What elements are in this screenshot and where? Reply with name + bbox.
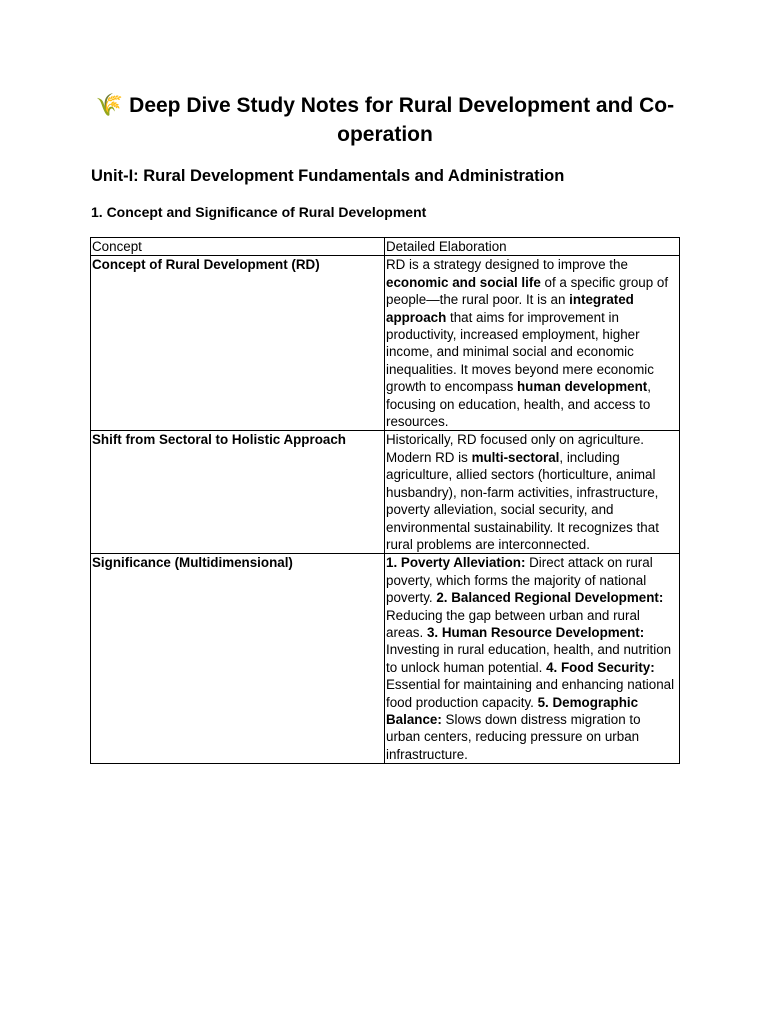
row-elaboration xyxy=(385,554,680,764)
emphasis-text: 3. Human Resource Development: xyxy=(426,624,645,640)
emphasis-text: multi-sectoral xyxy=(471,449,560,465)
body-text: Investing in rural education, health, and nutrition to unlock human potential. xyxy=(386,642,672,675)
row-concept: Concept of Rural Development (RD) xyxy=(91,256,385,431)
body-text: Direct attack on rural poverty, which forms the majority of national poverty. xyxy=(386,555,653,606)
row-elaboration xyxy=(385,256,680,431)
concept-table xyxy=(90,237,680,764)
body-text: Slows down distress migration to urban centers, reducing pressure on urban infrastructure. xyxy=(386,711,641,762)
body-text: , focusing on education, health, and access to resources. xyxy=(386,379,651,430)
emphasis-text: integrated approach xyxy=(386,292,634,325)
body-text: Reducing the gap between urban and rural areas. xyxy=(386,607,640,640)
unit-heading: Unit-I: Rural Development Fundamentals and Administration xyxy=(91,167,565,185)
document-title-text: Deep Dive Study Notes for Rural Development and Co-operation xyxy=(129,94,675,146)
wheat-icon: 🌾 xyxy=(95,93,124,118)
table-row xyxy=(91,256,680,431)
table-row xyxy=(91,554,680,764)
emphasis-text: human development xyxy=(517,379,648,395)
header-concept: Concept xyxy=(91,238,385,256)
emphasis-text: economic and social life xyxy=(386,274,541,290)
body-text: that aims for improvement in productivity, increased employment, higher income, and minimal social and economic inequalities. It moves beyond mere economic growth to encompass xyxy=(386,309,654,395)
emphasis-text: 1. Poverty Alleviation: xyxy=(386,555,526,571)
section-heading: 1. Concept and Significance of Rural Development xyxy=(91,204,427,220)
table-header-row xyxy=(91,238,680,256)
header-elaboration: Detailed Elaboration xyxy=(385,238,680,256)
row-elaboration xyxy=(385,431,680,554)
emphasis-text: 2. Balanced Regional Development: xyxy=(436,590,664,606)
document-title xyxy=(90,91,680,149)
row-concept: Significance (Multidimensional) xyxy=(91,554,385,764)
body-text: of a specific group of people—the rural poor. It is an xyxy=(386,274,669,308)
row-concept: Shift from Sectoral to Holistic Approach xyxy=(91,431,385,554)
body-text: RD is a strategy designed to improve the xyxy=(386,257,628,273)
body-text: Essential for maintaining and enhancing national food production capacity. xyxy=(386,677,675,710)
emphasis-text: 5. Demographic Balance: xyxy=(386,694,639,727)
body-text: Historically, RD focused only on agriculture. Modern RD is xyxy=(386,432,644,465)
emphasis-text: 4. Food Security: xyxy=(546,659,655,675)
body-text: , including agriculture, allied sectors (horticulture, animal husbandry), non-farm activities, infrastructure, poverty alleviation, social security, and environmental sustainability. It recognizes that rural problems are interconnected. xyxy=(386,449,659,552)
table-row xyxy=(91,431,680,554)
